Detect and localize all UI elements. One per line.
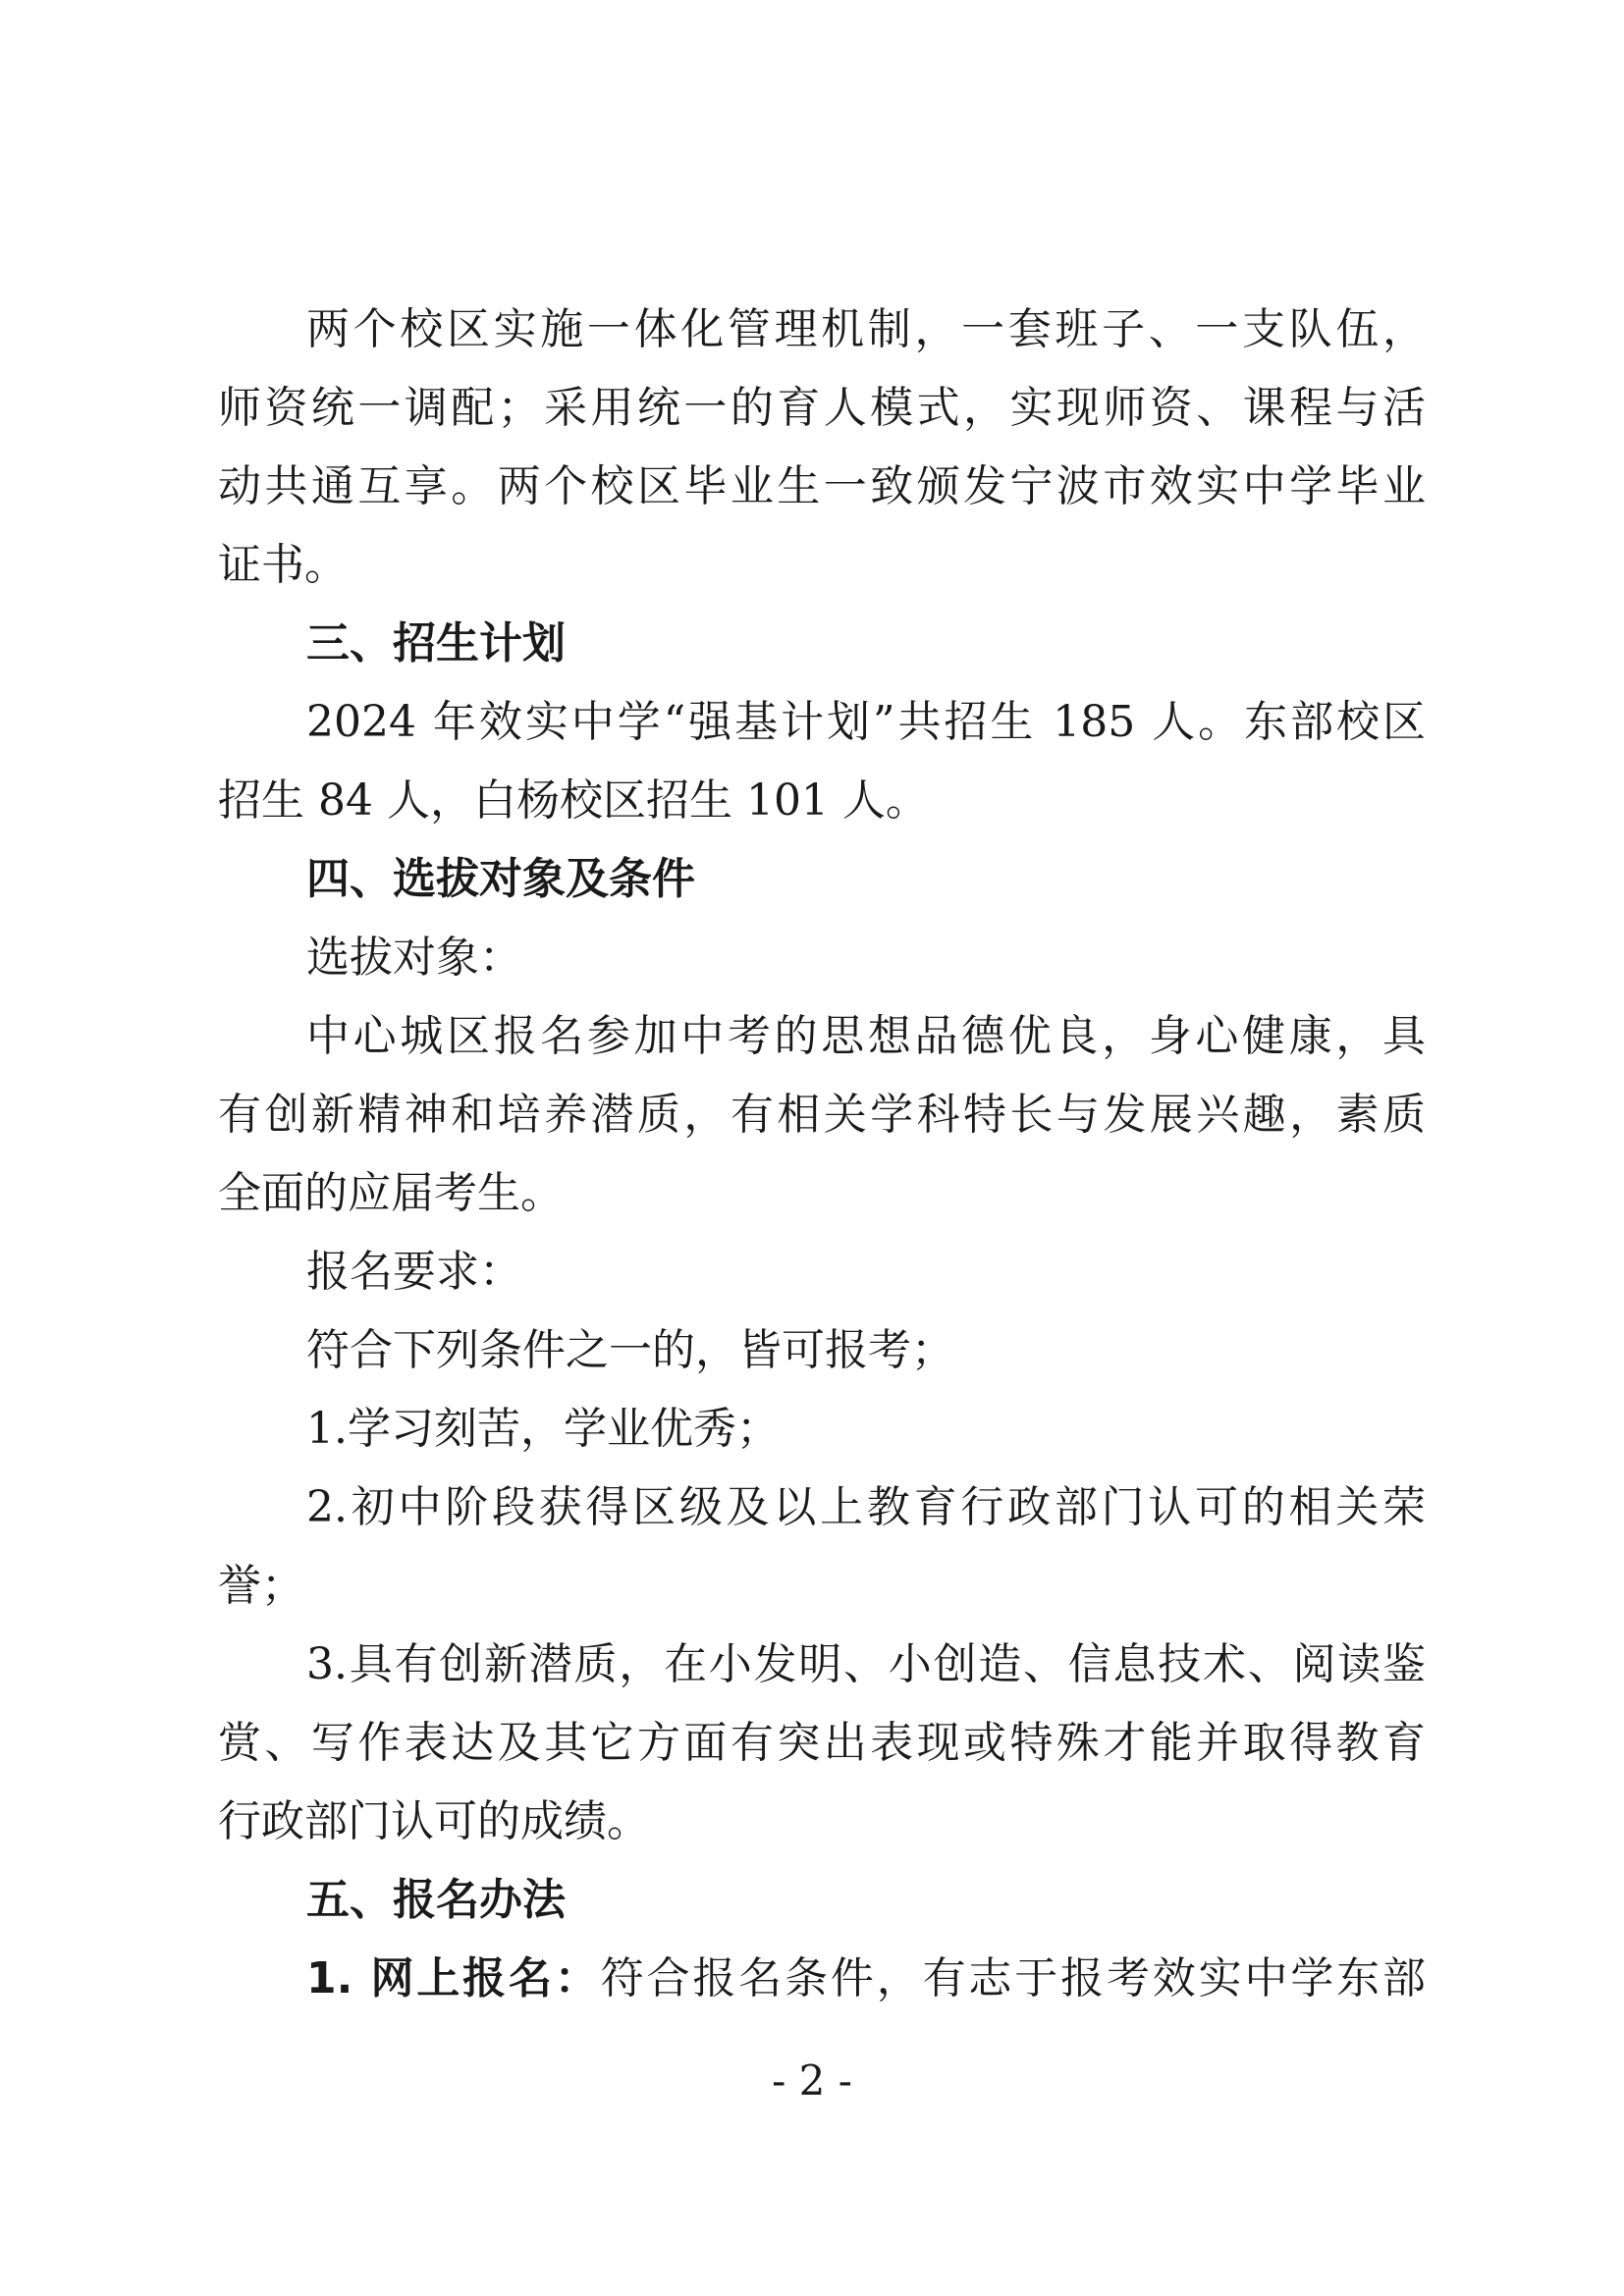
- paragraph-line: 师资统一调配；采用统一的育人模式，实现师资、课程与活: [218, 383, 1426, 433]
- online-registration-text: 符合报名条件，有志于报考效实中学东部: [600, 1953, 1426, 2003]
- paragraph-line: 招生 84 人，白杨校区招生 101 人。: [218, 775, 929, 826]
- section-heading-5: 五、报名办法: [306, 1875, 566, 1925]
- paragraph-line: 两个校区实施一体化管理机制，一套班子、一支队伍，: [306, 304, 1426, 354]
- section-heading-4: 四、选拔对象及条件: [306, 854, 695, 904]
- online-registration-label: 1. 网上报名：: [306, 1953, 601, 2003]
- paragraph-line: 有创新精神和培养潜质，有相关学科特长与发展兴趣，素质: [218, 1090, 1426, 1140]
- list-item: 3.具有创新潜质，在小发明、小创造、信息技术、阅读鉴: [306, 1639, 1426, 1689]
- page-number: - 2 -: [772, 2056, 852, 2105]
- paragraph-line: 2024 年效实中学“强基计划”共招生 185 人。东部校区: [306, 697, 1426, 747]
- list-item-continued: 赏、写作表达及其它方面有突出表现或特殊才能并取得教育: [218, 1718, 1426, 1768]
- paragraph-line: 符合下列条件之一的，皆可报考；: [306, 1325, 954, 1375]
- sub-heading: 报名要求：: [306, 1247, 522, 1297]
- sub-heading: 选拔对象：: [306, 933, 522, 983]
- list-item: 1.学习刻苦，学业优秀；: [306, 1404, 780, 1454]
- list-item-continued: 誉；: [218, 1561, 304, 1611]
- paragraph-line: 中心城区报名参加中考的思想品德优良，身心健康，具: [306, 1011, 1426, 1061]
- list-item: 2.初中阶段获得区级及以上教育行政部门认可的相关荣: [306, 1482, 1426, 1532]
- paragraph-line: [306, 1949, 1426, 2008]
- paragraph-line: 全面的应届考生。: [218, 1168, 564, 1218]
- list-item-continued: 行政部门认可的成绩。: [218, 1796, 650, 1846]
- section-heading-3: 三、招生计划: [306, 618, 566, 668]
- paragraph-line: 证书。: [218, 540, 348, 590]
- paragraph-line: 动共通互享。两个校区毕业生一致颁发宁波市效实中学毕业: [218, 461, 1426, 511]
